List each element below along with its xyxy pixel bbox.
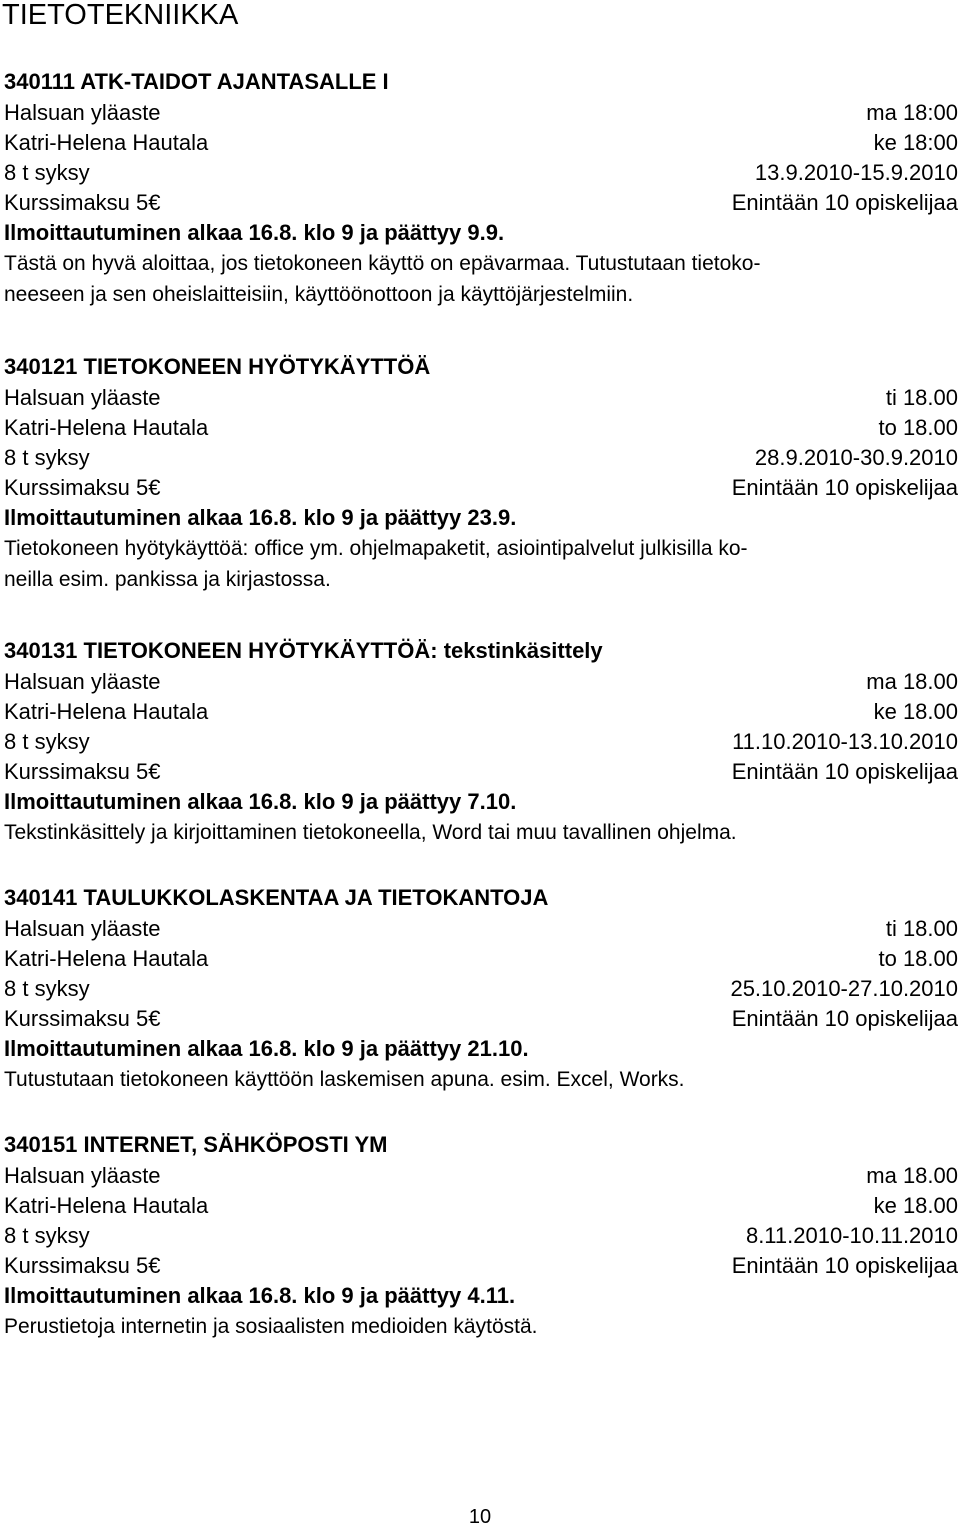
course-first-session: ma 18.00	[866, 1163, 958, 1188]
course-teacher-row	[4, 697, 958, 727]
course-location-row	[4, 1161, 958, 1191]
course-duration: 8 t syksy	[4, 729, 90, 754]
course-duration-row	[4, 1221, 958, 1251]
course-second-session: ke 18.00	[873, 1193, 958, 1218]
course-duration: 8 t syksy	[4, 1223, 90, 1248]
course-340121	[4, 353, 958, 595]
course-teacher-row	[4, 128, 958, 158]
course-fee: Kurssimaksu 5€	[4, 759, 161, 784]
course-teacher: Katri-Helena Hautala	[4, 946, 209, 971]
course-title: 340131 TIETOKONEEN HYÖTYKÄYTTÖÄ: tekstinkäsittely	[4, 638, 603, 663]
course-fee-row	[4, 473, 958, 503]
course-teacher-row	[4, 413, 958, 443]
course-registration: Ilmoittautuminen alkaa 16.8. klo 9 ja päättyy 23.9.	[4, 505, 517, 530]
course-340131	[4, 637, 958, 848]
course-fee-row	[4, 757, 958, 787]
course-fee: Kurssimaksu 5€	[4, 190, 161, 215]
course-description-line: Tästä on hyvä aloittaa, jos tietokoneen käyttö on epävarmaa. Tutustutaan tietoko-	[4, 252, 761, 275]
course-registration: Ilmoittautuminen alkaa 16.8. klo 9 ja päättyy 9.9.	[4, 220, 505, 245]
course-duration: 8 t syksy	[4, 976, 90, 1001]
course-fee: Kurssimaksu 5€	[4, 1006, 161, 1031]
page-number: 10	[468, 1506, 492, 1528]
course-fee: Kurssimaksu 5€	[4, 475, 161, 500]
course-duration-row	[4, 974, 958, 1004]
course-teacher: Katri-Helena Hautala	[4, 130, 209, 155]
course-title: 340151 INTERNET, SÄHKÖPOSTI YM	[4, 1132, 388, 1157]
course-fee: Kurssimaksu 5€	[4, 1253, 161, 1278]
course-location-row	[4, 667, 958, 697]
course-description-line: Tutustutaan tietokoneen käyttöön laskemisen apuna. esim. Excel, Works.	[4, 1068, 685, 1091]
course-dates: 8.11.2010-10.11.2010	[745, 1223, 958, 1248]
course-fee-row	[4, 1251, 958, 1281]
course-location: Halsuan yläaste	[4, 1163, 161, 1188]
course-second-session: ke 18:00	[873, 130, 958, 155]
course-capacity: Enintään 10 opiskelijaa	[731, 759, 958, 784]
course-second-session: to 18.00	[878, 946, 958, 971]
course-fee-row	[4, 1004, 958, 1034]
course-description-line: Tekstinkäsittely ja kirjoittaminen tietokoneella, Word tai muu tavallinen ohjelma.	[4, 821, 737, 844]
course-teacher-row	[4, 944, 958, 974]
course-description-line: Tietokoneen hyötykäyttöä: office ym. ohjelmapaketit, asiointipalvelut julkisilla ko-	[4, 537, 748, 560]
course-teacher: Katri-Helena Hautala	[4, 1193, 209, 1218]
course-location-row	[4, 914, 958, 944]
course-description-line: neilla esim. pankissa ja kirjastossa.	[4, 568, 331, 591]
course-duration-row	[4, 727, 958, 757]
course-capacity: Enintään 10 opiskelijaa	[731, 1006, 958, 1031]
course-description-line: Perustietoja internetin ja sosiaalisten medioiden käytöstä.	[4, 1315, 538, 1338]
course-second-session: ke 18.00	[873, 699, 958, 724]
course-dates: 13.9.2010-15.9.2010	[754, 160, 958, 185]
course-location-row	[4, 383, 958, 413]
course-duration: 8 t syksy	[4, 160, 90, 185]
course-location: Halsuan yläaste	[4, 669, 161, 694]
course-registration: Ilmoittautuminen alkaa 16.8. klo 9 ja päättyy 21.10.	[4, 1036, 529, 1061]
course-duration-row	[4, 158, 958, 188]
course-registration: Ilmoittautuminen alkaa 16.8. klo 9 ja päättyy 4.11.	[4, 1283, 516, 1308]
course-title: 340111 ATK-TAIDOT AJANTASALLE I	[4, 69, 389, 94]
course-capacity: Enintään 10 opiskelijaa	[731, 475, 958, 500]
course-location-row	[4, 98, 958, 128]
course-location: Halsuan yläaste	[4, 385, 161, 410]
course-registration: Ilmoittautuminen alkaa 16.8. klo 9 ja päättyy 7.10.	[4, 789, 517, 814]
course-capacity: Enintään 10 opiskelijaa	[731, 1253, 958, 1278]
page-title: TIETOTEKNIIKKA	[2, 0, 239, 31]
course-duration-row	[4, 443, 958, 473]
course-teacher-row	[4, 1191, 958, 1221]
course-340141	[4, 884, 958, 1095]
course-description-line: neeseen ja sen oheislaitteisiin, käyttöönottoon ja käyttöjärjestelmiin.	[4, 283, 634, 306]
course-duration: 8 t syksy	[4, 445, 90, 470]
course-capacity: Enintään 10 opiskelijaa	[731, 190, 958, 215]
course-first-session: ma 18:00	[866, 100, 958, 125]
course-dates: 25.10.2010-27.10.2010	[730, 976, 958, 1001]
course-dates: 11.10.2010-13.10.2010	[732, 729, 958, 754]
course-first-session: ti 18.00	[885, 916, 958, 941]
course-340151	[4, 1131, 958, 1342]
course-340111	[4, 68, 958, 310]
course-first-session: ti 18.00	[885, 385, 958, 410]
course-title: 340141 TAULUKKOLASKENTAA JA TIETOKANTOJA	[4, 885, 549, 910]
course-location: Halsuan yläaste	[4, 100, 161, 125]
course-teacher: Katri-Helena Hautala	[4, 415, 209, 440]
course-first-session: ma 18.00	[866, 669, 958, 694]
course-teacher: Katri-Helena Hautala	[4, 699, 209, 724]
course-dates: 28.9.2010-30.9.2010	[754, 445, 958, 470]
course-second-session: to 18.00	[878, 415, 958, 440]
course-location: Halsuan yläaste	[4, 916, 161, 941]
course-title: 340121 TIETOKONEEN HYÖTYKÄYTTÖÄ	[4, 354, 431, 379]
course-fee-row	[4, 188, 958, 218]
